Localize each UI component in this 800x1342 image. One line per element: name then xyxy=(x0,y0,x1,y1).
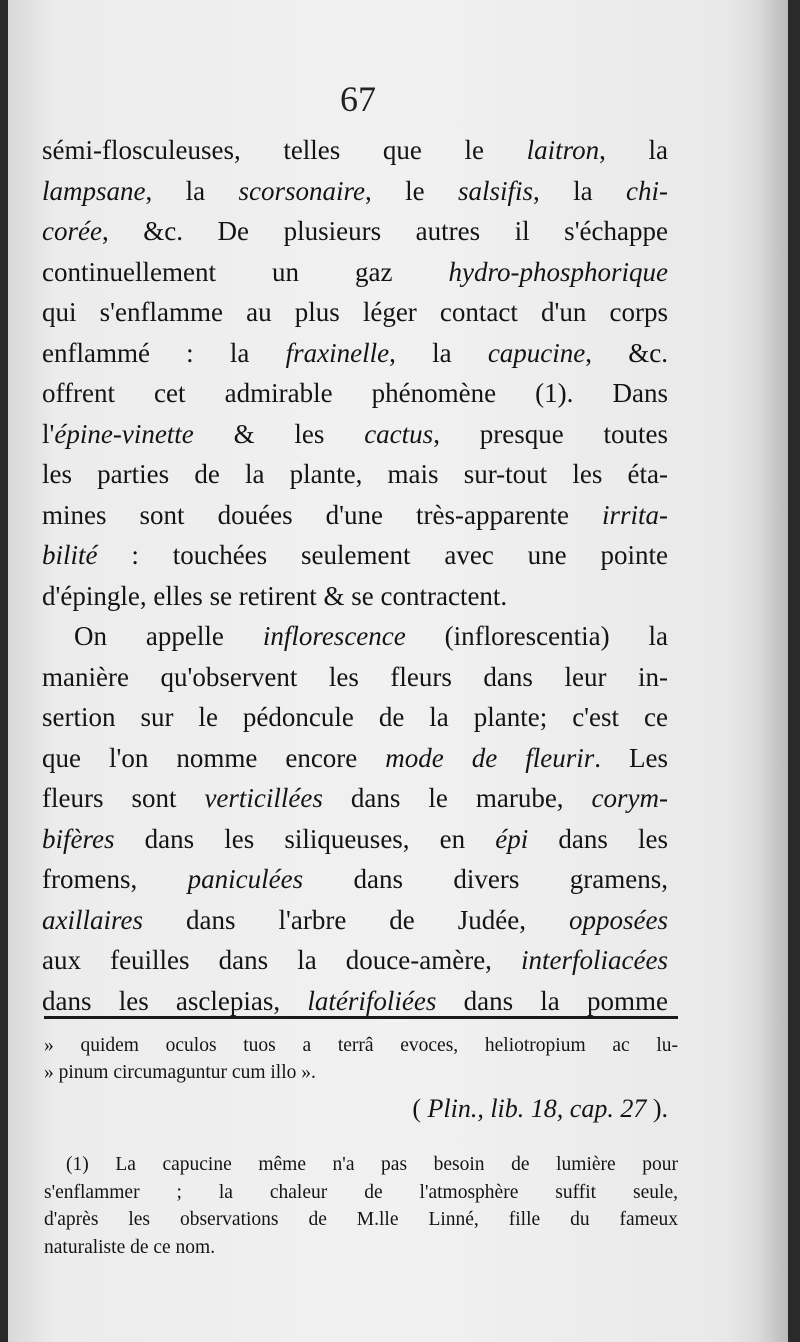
text-line xyxy=(42,981,668,1022)
text-line xyxy=(42,535,668,576)
text-run: , presque toutes xyxy=(433,418,668,449)
italic-term: irrita- xyxy=(601,499,668,530)
italic-term: lampsane xyxy=(42,175,146,206)
text-run: l' xyxy=(42,418,55,449)
italic-term: laitron xyxy=(526,135,600,165)
italic-term: épi xyxy=(495,823,529,854)
text-line xyxy=(42,130,668,171)
text-run: dans les xyxy=(528,823,668,854)
text-run: dans les asclepias, xyxy=(42,985,308,1016)
footnote-line: d'après les observations de M.lle Linné, fille du fameux xyxy=(44,1209,678,1230)
italic-term: mode de fleurir xyxy=(385,742,595,773)
italic-term: axillaires xyxy=(42,904,143,935)
text-run: mines sont douées d'une très-apparente xyxy=(42,499,602,530)
book-page xyxy=(8,0,788,1342)
italic-term: verticillées xyxy=(204,783,323,813)
footnote-line: naturaliste de ce nom. xyxy=(44,1236,216,1258)
text-line xyxy=(42,940,668,981)
italic-term: épine-vinette xyxy=(54,418,194,449)
text-line xyxy=(42,292,668,333)
quote-line: » quidem oculos tuos a terrâ evoces, heliotropium ac lu- xyxy=(44,1035,678,1056)
italic-term: fraxinelle xyxy=(285,337,390,368)
text-run: , la xyxy=(145,175,239,206)
text-run: dans l'arbre de Judée, xyxy=(143,904,570,935)
text-line xyxy=(42,454,668,495)
text-run: enflammé : la xyxy=(42,337,286,368)
text-line xyxy=(42,252,668,293)
text-line xyxy=(42,414,668,455)
italic-term: hydro-phosphorique xyxy=(448,256,668,287)
text-run: dans la pomme xyxy=(436,985,669,1016)
text-line xyxy=(42,900,668,941)
text-run: qui s'enflamme au plus léger contact d'un corps xyxy=(42,297,668,327)
italic-term: corée xyxy=(42,216,102,246)
text-line xyxy=(42,373,668,414)
text-run: les parties de la plante, mais sur-tout les éta- xyxy=(42,459,668,489)
citation-open: ( xyxy=(412,1094,428,1123)
italic-term: interfoliacées xyxy=(521,945,668,975)
text-run: offrent cet admirable phénomène (1). Dans xyxy=(42,378,668,408)
text-line xyxy=(42,616,668,657)
text-line xyxy=(42,576,668,617)
italic-term: cactus xyxy=(364,418,434,449)
text-run: continuellement un gaz xyxy=(42,256,449,287)
page-number: 67 xyxy=(340,79,376,119)
italic-term: chi- xyxy=(625,175,668,206)
text-run: & les xyxy=(193,418,365,449)
footnote xyxy=(44,1151,678,1261)
page-edge-shadow xyxy=(758,0,788,1342)
italic-term: salsifis xyxy=(457,175,533,206)
text-run: aux feuilles dans la douce-amère, xyxy=(42,945,522,975)
footnote-divider xyxy=(44,1016,678,1019)
italic-term: bilité xyxy=(42,540,98,570)
italic-term: corym- xyxy=(591,783,668,813)
italic-term: opposées xyxy=(569,904,668,935)
text-line xyxy=(42,778,668,819)
text-run: sémi-flosculeuses, telles que le xyxy=(42,135,527,165)
text-line xyxy=(42,657,668,698)
text-run: fromens, xyxy=(42,864,188,894)
italic-term: capucine xyxy=(487,337,586,368)
text-run: dans divers gramens, xyxy=(303,864,668,894)
citation-close: ). xyxy=(646,1094,668,1123)
footnote-line: (1) La capucine même n'a pas besoin de lumière pour xyxy=(66,1154,678,1175)
citation xyxy=(44,1094,668,1124)
text-run: fleurs sont xyxy=(42,783,205,813)
citation-text: Plin., lib. 18, cap. 27 xyxy=(427,1094,647,1123)
text-line xyxy=(42,495,668,536)
text-line xyxy=(42,738,668,779)
text-run: , la xyxy=(599,135,668,165)
text-line xyxy=(42,859,668,900)
latin-quote xyxy=(44,1032,678,1086)
text-run: que l'on nomme encore xyxy=(42,742,386,773)
text-run: . Les xyxy=(594,742,668,773)
italic-term: paniculées xyxy=(187,864,304,894)
italic-term: scorsonaire xyxy=(238,175,365,206)
text-line xyxy=(42,171,668,212)
text-line xyxy=(42,333,668,374)
text-run: , &c. xyxy=(585,337,668,368)
italic-term: inflorescence xyxy=(262,621,406,651)
text-run: d'épingle, elles se retirent & se contractent. xyxy=(42,580,508,611)
quote-line: » pinum circumaguntur cum illo ». xyxy=(44,1062,316,1083)
italic-term: bifères xyxy=(42,823,115,854)
text-run: , la xyxy=(389,337,488,368)
footnote-line: s'enflammer ; la chaleur de l'atmosphère suffit seule, xyxy=(44,1181,678,1203)
text-line xyxy=(42,819,668,860)
main-text xyxy=(42,130,668,1021)
text-run: dans le marube, xyxy=(322,783,592,813)
text-run: , la xyxy=(533,175,626,206)
text-run: : touchées seulement avec une pointe xyxy=(97,540,668,570)
text-run: On appelle xyxy=(74,621,263,651)
text-run: dans les siliqueuses, en xyxy=(114,823,496,854)
text-run: sertion sur le pédoncule de la plante; c'est ce xyxy=(42,702,668,732)
text-run: , &c. De plusieurs autres il s'échappe xyxy=(101,216,668,246)
text-run: manière qu'observent les fleurs dans leur in- xyxy=(42,661,668,692)
text-run: , le xyxy=(364,175,458,206)
italic-term: latérifoliées xyxy=(307,985,437,1016)
text-line xyxy=(42,211,668,252)
text-run: (inflorescentia) la xyxy=(405,621,669,651)
text-line xyxy=(42,697,668,738)
